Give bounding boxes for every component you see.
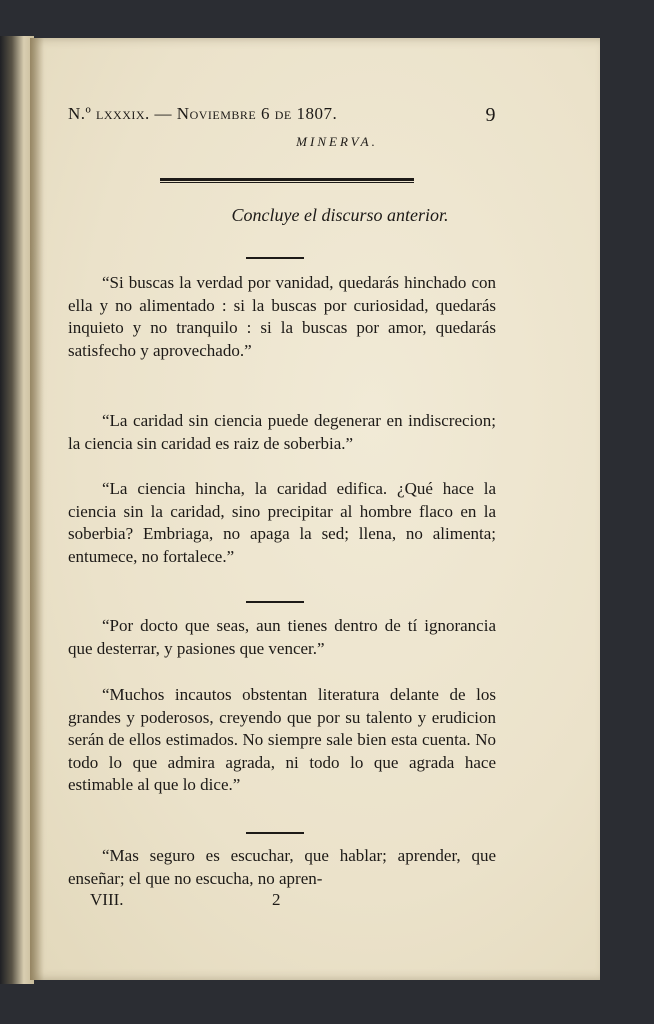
paragraph-text: “Muchos incautos obstentan literatura delante de los grandes y poderosos, creyendo que por su talento y erudicion serán de ellos estimados. No siempre sale bien esta cuenta. No todo lo que admira agrada, ni todo lo que agrada hace estimable al que lo dice.” bbox=[68, 685, 496, 794]
page-gutter-shadow bbox=[30, 38, 44, 980]
page-number: 9 bbox=[485, 104, 496, 126]
paragraph-5 bbox=[68, 684, 496, 797]
section-separator bbox=[246, 832, 304, 834]
paragraph-4 bbox=[68, 615, 496, 660]
volume-mark: VIII. bbox=[90, 890, 124, 909]
section-separator bbox=[246, 601, 304, 603]
paragraph-text: “La ciencia hincha, la caridad edifica. ¿Qué hace la ciencia sin la caridad, sino precipitar al hombre flaco en la soberbia? Embriaga, no apaga la sed; llena, no alimenta; entumece, no fortalece.” bbox=[68, 479, 496, 566]
header-double-rule bbox=[160, 178, 414, 181]
running-header bbox=[68, 104, 496, 130]
facing-page-edge bbox=[0, 36, 34, 984]
issue-line: N.º lxxxix. — Noviembre 6 de 1807. bbox=[68, 104, 338, 123]
paragraph-6 bbox=[68, 845, 496, 890]
paragraph-text: “Si buscas la verdad por vanidad, quedarás hinchado con ella y no alimentado : si la buscas por curiosidad, quedarás inquieto y no tranquilo : si la buscas por amor, quedarás satisfecho y aprovechado.” bbox=[68, 273, 496, 360]
paragraph-3 bbox=[68, 478, 496, 568]
paragraph-text: “La caridad sin ciencia puede degenerar en indiscrecion; la ciencia sin caridad es raiz de soberbia.” bbox=[68, 411, 496, 453]
article-title: Concluye el discurso anterior. bbox=[231, 205, 449, 225]
section-separator bbox=[246, 257, 304, 259]
paragraph-2 bbox=[68, 410, 496, 455]
paragraph-text: “Por docto que seas, aun tienes dentro de tí ignorancia que desterrar, y pasiones que vencer.” bbox=[68, 616, 496, 658]
paragraph-1 bbox=[68, 272, 496, 362]
paragraph-text: “Mas seguro es escuchar, que hablar; aprender, que enseñar; el que no escucha, no apren- bbox=[68, 846, 496, 888]
signature-mark: 2 bbox=[272, 890, 281, 909]
publication-name: MINERVA. bbox=[296, 134, 378, 149]
